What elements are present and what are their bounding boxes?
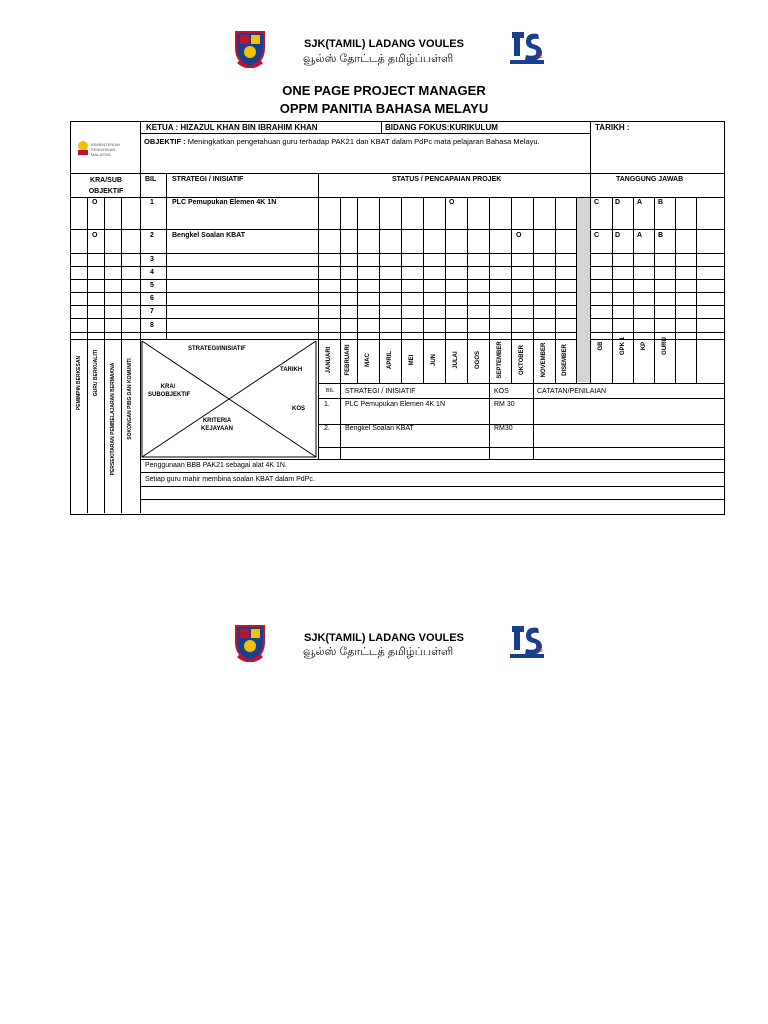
objektif-text: Meningkatkan pengetahuan guru terhadap PAK21 dan KBAT dalam PdPc mata pelajaran Bahasa Melayu. [187, 137, 540, 146]
bidang-field: BIDANG FOKUS:KURIKULUM [385, 123, 498, 132]
ministry-logo-text: KEMENTERIAN PENDIDIKAN MALAYSIA [91, 142, 120, 157]
resp-label: GPK 1 [620, 337, 626, 356]
note-line: Setiap guru mahir membina soalan KBAT dalam PdPc. [145, 476, 315, 483]
objektif-label: OBJEKTIF : [144, 137, 186, 146]
row-strategi: PLC Pemupukan Elemen 4K 1N [172, 199, 277, 206]
oppm-diagram [140, 339, 318, 459]
ketua-field: KETUA : HIZAZUL KHAN BIN IBRAHIM KHAN [146, 123, 318, 132]
svg-text:25: 25 [536, 54, 543, 60]
resp-mark: B [658, 232, 664, 239]
tarikh-field: TARIKH : [595, 123, 630, 132]
cost-row-strategi: PLC Pemupukan Elemen 4K 1N [345, 401, 445, 408]
month-label: JANUARI [326, 346, 332, 374]
diagram-bottom: KRITERIA KEJAYAAN [201, 418, 233, 432]
resp-label: KP [641, 341, 647, 351]
cost-header-kos: KOS [494, 388, 509, 395]
cost-row-strategi: Bengkel Soalan KBAT [345, 425, 414, 432]
month-label: MEI [409, 354, 415, 366]
ministry-logo [76, 138, 134, 162]
status-mark: O [516, 232, 522, 239]
row-bil: 2 [150, 232, 154, 239]
status-col-header: STATUS / PENCAPAIAN PROJEK [392, 176, 502, 183]
school-name: SJK(TAMIL) LADANG VOULES [304, 38, 464, 50]
school-crest-top [233, 28, 267, 68]
cost-header-catatan: CATATAN/PENILAIAN [537, 388, 607, 395]
resp-label: GB [598, 341, 604, 351]
diagram-top: STRATEGI/INISIATIF [188, 346, 246, 352]
row-bil: 5 [150, 282, 154, 289]
row-strategi: Bengkel Soalan KBAT [172, 232, 245, 239]
month-label: NOVEMBER [541, 342, 547, 378]
kra-label: GURU BERKUALITI [93, 349, 99, 397]
ts25-logo-bottom [506, 620, 546, 660]
ts25-logo-top [506, 26, 546, 66]
kra-label: PEMIMPIN BERKESAN [76, 355, 82, 411]
school-name-bottom: SJK(TAMIL) LADANG VOULES [304, 632, 464, 644]
diagram-right: KOS [292, 406, 306, 412]
resp-label: GURU [662, 337, 668, 355]
strategi-col-header: STRATEGI / INISIATIF [172, 176, 244, 183]
month-label: APRIL [387, 351, 393, 369]
month-label: DISEMBER [562, 344, 568, 376]
school-name-tamil-bottom: வூல்ஸ் தோட்டத் தமிழ்ப்பள்ளி [303, 646, 454, 658]
resp-mark: C [594, 232, 600, 239]
cost-row-kos: RM 30 [494, 401, 515, 408]
row-bil: 6 [150, 295, 154, 302]
objektif-field [144, 136, 588, 147]
page-subtitle: OPPM PANITIA BAHASA MELAYU [279, 101, 489, 116]
resp-mark: A [637, 232, 643, 239]
school-crest-bottom [233, 622, 267, 662]
tanggung-col-header: TANGGUNG JAWAB [616, 176, 684, 183]
cost-row-kos: RM30 [494, 425, 513, 432]
page-title: ONE PAGE PROJECT MANAGER [282, 83, 486, 98]
row-bil: 7 [150, 308, 154, 315]
diagram-right-top: TARIKH [280, 367, 303, 373]
cost-header-strategi: STRATEGI / INISIATIF [345, 388, 416, 395]
month-label: MAC [365, 353, 371, 367]
resp-mark: D [615, 199, 621, 206]
kra-label: PERSEKITARAN PEMBELAJARAN BERMAKNA [110, 362, 116, 476]
month-label: JULAI [453, 351, 459, 369]
cost-row-bil: 2. [324, 425, 330, 432]
month-label: OKTOBER [519, 345, 525, 375]
svg-text:25: 25 [536, 648, 543, 654]
month-label: OGOS [475, 351, 481, 370]
resp-mark: C [594, 199, 600, 206]
resp-mark: D [615, 232, 621, 239]
cost-row-bil: 1. [324, 401, 330, 408]
cost-header-bil: BIL [326, 388, 335, 394]
row-bil: 3 [150, 256, 154, 263]
diagram-left: KRA/ SUBOBJEKTIF [148, 384, 191, 398]
resp-mark: A [637, 199, 643, 206]
resp-mark: B [658, 199, 664, 206]
row-bil: 1 [150, 199, 154, 206]
row-bil: 4 [150, 269, 154, 276]
row-bil: 8 [150, 322, 154, 329]
month-label: JUN [431, 354, 437, 367]
note-line: Penggunaan BBB PAK21 sebagai alat 4K 1N. [145, 462, 287, 469]
kra-col-header: KRA/SUB OBJEKTIF [88, 177, 124, 195]
kra-mark: O [92, 232, 98, 239]
kra-mark: O [92, 199, 98, 206]
bil-col-header: BIL [145, 176, 157, 183]
month-label: FEBRUARI [345, 344, 351, 376]
school-name-tamil: வூல்ஸ் தோட்டத் தமிழ்ப்பள்ளி [303, 53, 454, 65]
kra-label: SOKONGAN PIBG DAN KOMUNITI [127, 358, 133, 440]
status-mark: O [449, 199, 455, 206]
month-label: SEPTEMBER [497, 341, 503, 379]
